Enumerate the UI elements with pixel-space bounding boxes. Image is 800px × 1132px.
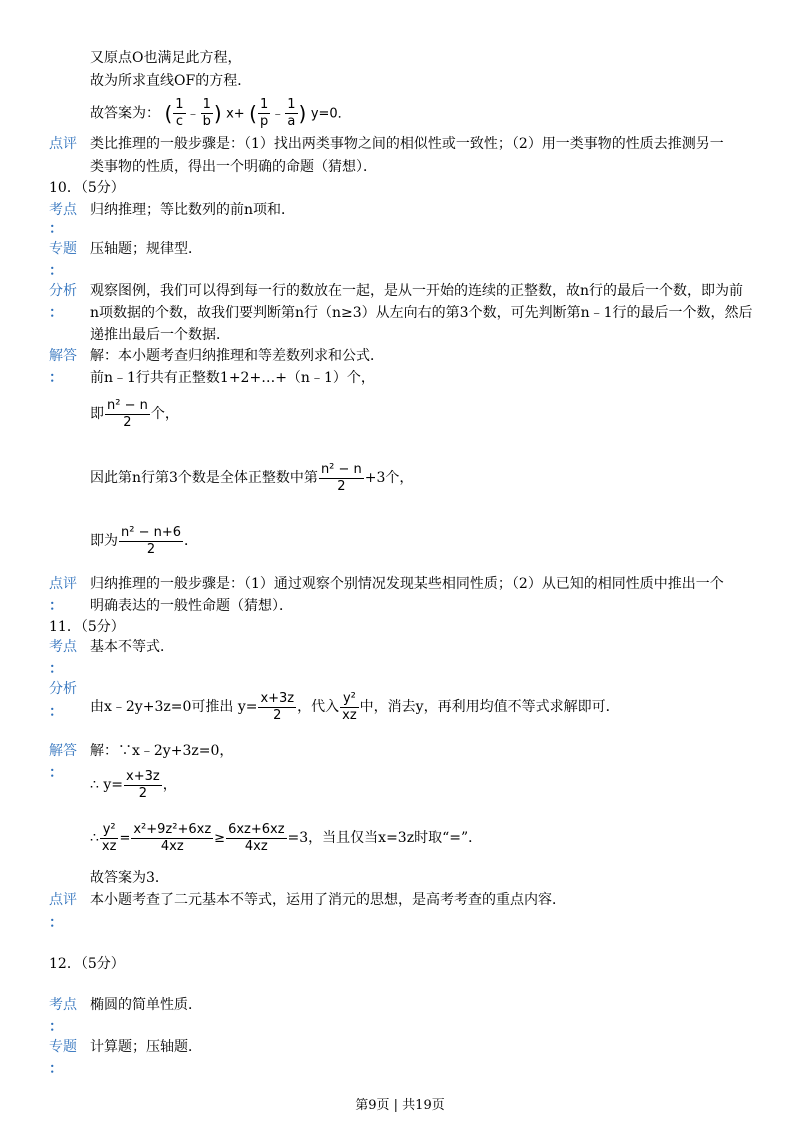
fraction: $\frac{1}{p}$	[259, 97, 269, 129]
fraction: $\frac{\text{n² − n}}{2}$	[107, 397, 148, 430]
label-colon: ：	[49, 1019, 63, 1035]
fraction: $\frac{\text{y²}}{xz}$	[101, 821, 117, 854]
math-text: y=0．	[310, 106, 351, 122]
text-line: 递推出最后一个数据．	[90, 327, 230, 343]
formula-line: 即 $\frac{\text{n² − n}}{2}$ 个，	[90, 397, 179, 430]
label-colon: ：	[49, 305, 63, 321]
paren: (	[164, 101, 173, 126]
fraction: $\frac{\text{n² − n+6}}{2}$	[121, 524, 182, 557]
text-line: 类事物的性质，得出一个明确的命题（猜想）．	[90, 159, 377, 175]
label-kaodian: 考点	[49, 639, 77, 655]
label-jieda: 解答	[49, 348, 77, 364]
fraction: $\frac{1}{c}$	[175, 97, 184, 129]
label-zhuanti: 专题	[49, 1039, 77, 1055]
label-colon: ：	[49, 661, 63, 677]
question-heading: 11．（5分）	[49, 619, 125, 635]
answer-line: 故答案为： ( $\frac{1}{c}$ ﹣ $\frac{1}{b}$ ) x+ ( $\frac{1}{p}$ ﹣ $\frac{1}{a}$ ) y=0．	[90, 97, 351, 129]
label-fenxi: 分析	[49, 283, 77, 299]
text-line: 前n﹣1行共有正整数1+2+…+（n﹣1）个，	[90, 370, 375, 386]
answer-prefix: 故答案为：	[90, 105, 160, 122]
math-text: x+	[226, 106, 245, 122]
fraction: $\frac{x+3z}{2}$	[126, 768, 160, 801]
label-dianping: 点评	[49, 892, 77, 908]
text-line: 明确表达的一般性命题（猜想）．	[90, 598, 293, 614]
label-colon: ：	[49, 370, 63, 386]
label-colon: ：	[49, 221, 63, 237]
label-colon: ：	[49, 915, 63, 931]
fraction: $\frac{x+3z}{2}$	[260, 690, 295, 723]
fraction: $\frac{\text{x²+9z²+6xz}}{4xz}$	[133, 821, 212, 854]
page-footer: 第9页 | 共19页	[355, 1098, 445, 1113]
label-fenxi: 分析	[49, 681, 77, 697]
fraction: $\frac{1}{a}$	[287, 97, 296, 129]
text-line: 基本不等式．	[90, 639, 174, 655]
question-heading: 12．（5分）	[49, 956, 125, 972]
label-colon: ：	[49, 1061, 63, 1077]
text-line: 故为所求直线OF的方程．	[90, 73, 252, 89]
label-kaodian: 考点	[49, 202, 77, 218]
label-jieda: 解答	[49, 743, 77, 759]
label-colon: ：	[49, 263, 63, 279]
text-line: 故答案为3．	[90, 870, 169, 886]
formula-line: ∴ $\frac{\text{y²}}{xz}$ = $\frac{\text{x²+9z²+6xz}}{4xz}$ ≥ $\frac{6xz+6xz}{4xz}$ =3，当且仅当x=3z时取“=”．	[90, 821, 483, 854]
text-line: 观察图例，我们可以得到每一行的数放在一起，是从一开始的连续的正整数，故n行的最后一个数，即为前	[90, 283, 744, 299]
question-heading: 10．（5分）	[49, 180, 125, 196]
text-line: 解：本小题考查归纳推理和等差数列求和公式．	[90, 348, 384, 364]
fraction: $\frac{\text{y²}}{xz}$	[342, 690, 357, 723]
formula-line: 即为 $\frac{\text{n² − n+6}}{2}$ ．	[90, 524, 199, 557]
text-line: 归纳推理；等比数列的前n项和．	[90, 202, 296, 218]
label-kaodian: 考点	[49, 997, 77, 1013]
text-line: 解：∵x﹣2y+3z=0，	[90, 743, 234, 759]
text-line: 椭圆的简单性质．	[90, 997, 202, 1013]
text-line: 压轴题；规律型．	[90, 241, 202, 257]
formula-line: 因此第n行第3个数是全体正整数中第 $\frac{\text{n² − n}}{2}$ +3个，	[90, 461, 414, 494]
text-line: 归纳推理的一般步骤是：（1）通过观察个别情况发现某些相同性质；（2）从已知的相同性质中推出一个	[90, 576, 724, 592]
fraction: $\frac{\text{n² − n}}{2}$	[320, 461, 362, 494]
text-line: 类比推理的一般步骤是：（1）找出两类事物之间的相似性或一致性；（2）用一类事物的性质去推测另一	[90, 136, 724, 152]
label-colon: ：	[49, 765, 63, 781]
formula-line: 由x﹣2y+3z=0可推出 y= $\frac{x+3z}{2}$ ，代入 $\frac{\text{y²}}{xz}$ 中，消去y，再利用均值不等式求解即可．	[90, 690, 620, 723]
text-line: 本小题考查了二元基本不等式，运用了消元的思想，是高考考查的重点内容．	[90, 892, 566, 908]
formula-line: ∴ y= $\frac{x+3z}{2}$ ，	[90, 768, 177, 801]
text-line: 又原点O也满足此方程，	[90, 50, 242, 66]
label-dianping: 点评	[49, 136, 77, 152]
label-colon: ：	[49, 704, 63, 720]
fraction: $\frac{1}{b}$	[202, 97, 211, 129]
label-zhuanti: 专题	[49, 241, 77, 257]
text-line: 计算题；压轴题．	[90, 1039, 202, 1055]
fraction: $\frac{6xz+6xz}{4xz}$	[228, 821, 285, 854]
text-line: n项数据的个数，故我们要判断第n行（n≥3）从左向右的第3个数，可先判断第n﹣1行的最后一个数，然后	[90, 305, 753, 321]
label-dianping: 点评	[49, 576, 77, 592]
label-colon: ：	[49, 598, 63, 614]
